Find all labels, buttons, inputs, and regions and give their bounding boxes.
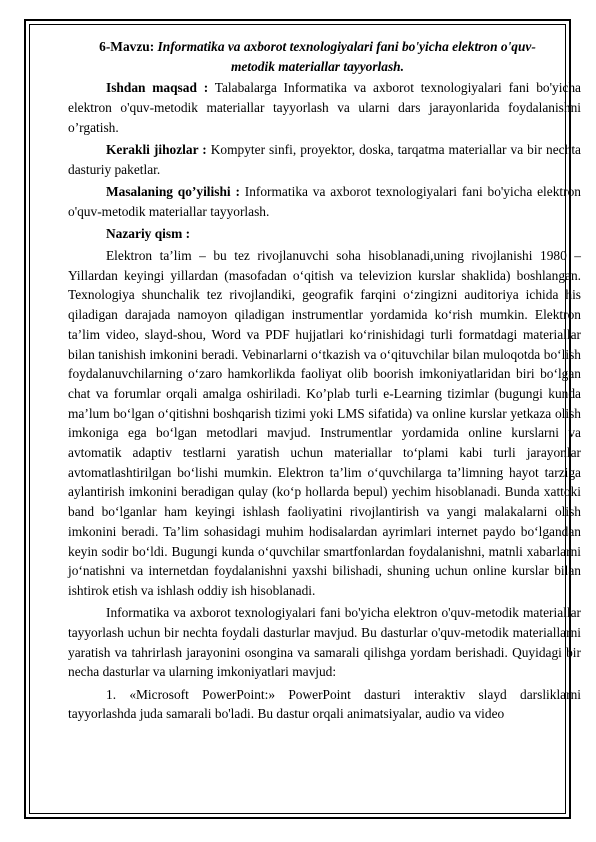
document-title bbox=[68, 37, 581, 76]
body-paragraph-programs: Informatika va axborot texnologiyalari fani bo'yicha elektron o'quv-metodik materiallar tayyorlash uchun bir nechta foydali dasturlar mavjud. Bu dasturlar o'quv-metodik materiallarni yaratish va tahrirlash jarayonini osongina va samarali qilishga yordam berishadi. Quyidagi bir necha dasturlar va ularning imkoniyatlari mavjud: bbox=[68, 605, 581, 680]
body-paragraph-elearning: Elektron ta’lim – bu tez rivojlanuvchi soha hisoblanadi,uning rivojlanishi 1980 – Yillardan keyingi yillardan (masofadan o‘qitish va televizion kurslar shaklida) boshlangan. Texnologiya shunchalik tez rivojlandiki, geografik farqini o‘zingizni auditoriya ichida his qiladigan darajada namoyon qiladigan instrumentlar yordamida ko‘rish mumkin. Elektron ta’lim video, slayd-shou, Word va PDF hujjatlari ko‘rinishidagi turli formatdagi materiallar bilan tanishish imkonini beradi. Vebinarlarni o‘tkazish va o‘qituvchilar bilan muloqotda bo‘lish foydalanuvchilarning o‘zaro hamkorlikda faoliyat olib boorish imkoniyatlaridan biri bo‘lgan chat va forumlar orqali amalga oshiriladi. Ko’plab turli e-Learning tizimlar (bugungi kunda ma’lum bo‘lgan o‘qitishni boshqarish tizimi yoki LMS sifatida) va online kurslar yetkaza olish imkoniga ega bo‘lgan metodlari mavjud. Instrumentlar yordamida online kurslarni va avtomatik adaptiv testlarni yaratish uchun materiallar to‘plami kabi turli jarayonlar avtomatlashtirilgan bo‘lishi mumkin. Elektron ta’lim o‘quvchilarga ta’limning hayot tarziga aylantirish imkonini beradigan qulay (ko‘p hollarda bepul) yechim hisoblanadi. Bunda xattoki band bo‘lganlar ham keyingi ishlash faoliyatini rivojlantirish va yangi malakalarni olish imkonini beradi. Ta’lim sohasidagi muhim hodisalardan ayrimlari internet paydo bo‘lgandan keyin sodir bo‘ldi. Bugungi kunda o‘quvchilar smartfonlardan foydalanishni, matnli xabarlarni jo‘natishni va internetdan foydalanishni yaxshi bilishadi, shuning uchun online kurslar bilan ishtirok etish va ishlash oddiy ish hisoblanadi. bbox=[68, 248, 581, 598]
document-body bbox=[68, 37, 581, 724]
goal-label: Ishdan maqsad : bbox=[106, 80, 209, 96]
body-paragraph-powerpoint: 1. «Microsoft PowerPoint:» PowerPoint dasturi interaktiv slayd darsliklarni tayyorlashda juda samarali bo'ladi. Bu dastur orqali animatsiyalar, audio va video bbox=[68, 686, 581, 722]
equipment-label: Kerakli jihozlar : bbox=[106, 142, 207, 158]
title-topic: Informatika va axborot texnologiyalari fani bo'yicha elektron o'quv-metodik materiallar tayyorlash. bbox=[157, 39, 536, 74]
goal-text: Talabalarga Informatika va axborot texnologiyalari fani bo'yicha elektron o'quv-metodik materiallar tayyorlash va ularni dars jarayonlarida foydalanishni o’rgatish. bbox=[68, 80, 582, 135]
title-prefix: 6-Mavzu: bbox=[99, 39, 158, 54]
task-label: Masalaning qo’yilishi : bbox=[106, 183, 240, 199]
task-text: Informatika va axborot texnologiyalari fani bo'yicha elektron o'quv-metodik materiallar tayyorlash. bbox=[68, 183, 581, 219]
task-paragraph bbox=[68, 182, 581, 221]
goal-paragraph bbox=[68, 78, 581, 137]
theory-heading-text: Nazariy qism : bbox=[106, 225, 191, 241]
equipment-paragraph bbox=[68, 140, 581, 179]
theory-heading bbox=[68, 224, 581, 244]
equipment-text: Kompyter sinfi, proyektor, doska, tarqatma materiallar va bir nechta dasturiy paketlar. bbox=[68, 142, 581, 177]
